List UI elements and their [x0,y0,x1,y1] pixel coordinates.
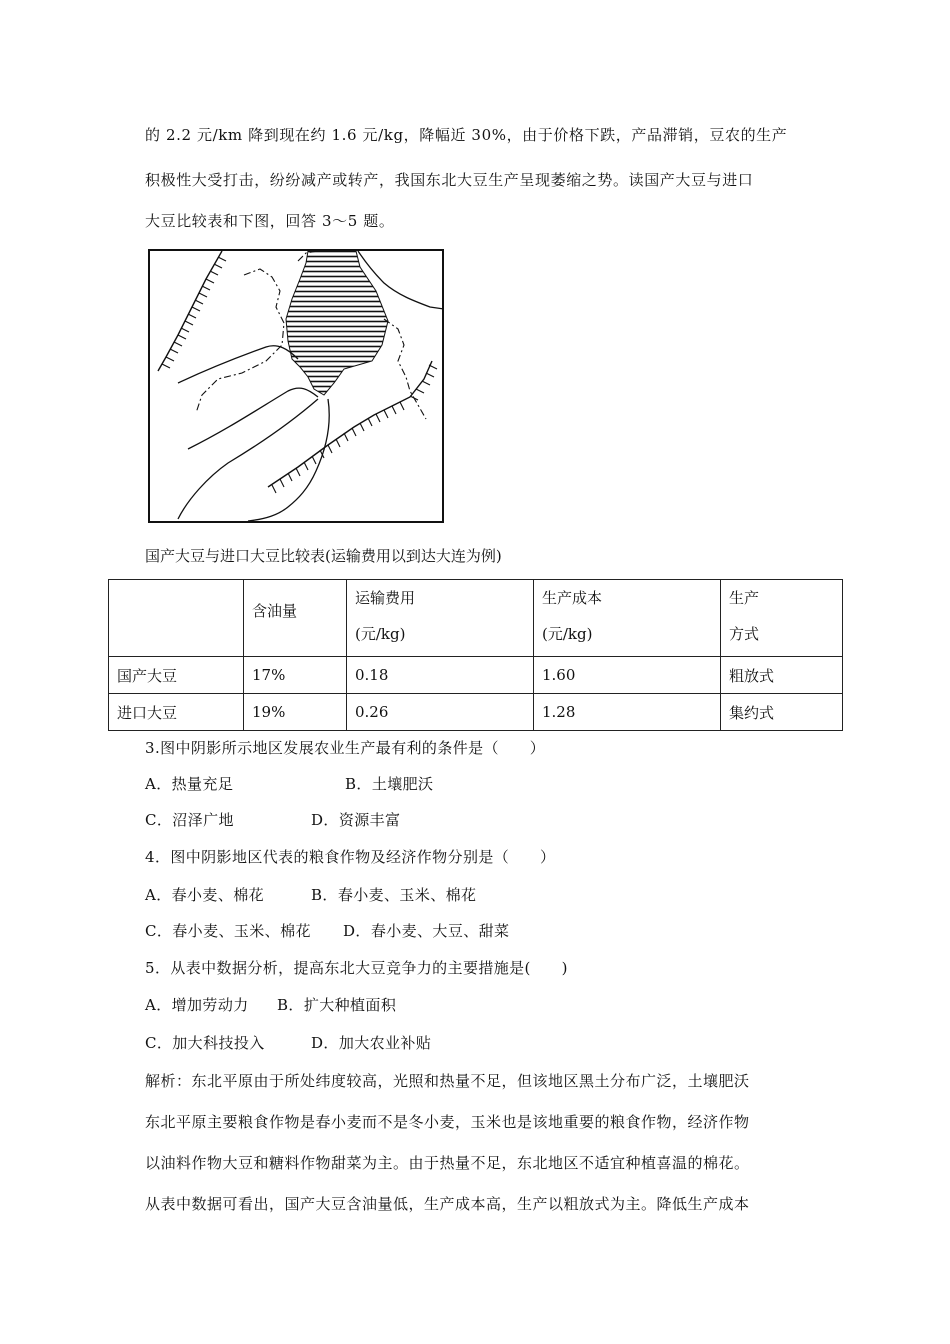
header-transport [347,580,534,657]
analysis-line-3: 以油料作物大豆和糖料作物甜菜为主。由于热量不足，东北地区不适宜种植喜温的棉花。 [145,1154,750,1172]
question-5-option-b: B．扩大种植面积 [277,996,397,1014]
row-name: 国产大豆 [109,657,244,694]
northeast-china-map [148,249,444,523]
row-transport: 0.18 [347,657,534,694]
analysis-line-4: 从表中数据可看出，国产大豆含油量低，生产成本高，生产以粗放式为主。降低生产成本 [145,1195,750,1213]
question-4-option-b: B．春小麦、玉米、棉花 [311,886,477,904]
question-3-option-b: B．土壤肥沃 [345,775,434,793]
question-4-option-a: A．春小麦、棉花 [145,886,265,904]
question-5-option-d: D．加大农业补贴 [311,1034,432,1052]
row-transport: 0.26 [347,694,534,731]
row-mode: 粗放式 [721,657,843,694]
intro-line-3: 大豆比较表和下图，回答 3～5 题。 [145,212,395,230]
question-3-stem: 3.图中阴影所示地区发展农业生产最有利的条件是（ ） [145,739,546,757]
question-3-option-d: D．资源丰富 [311,811,401,829]
question-5-option-c: C．加大科技投入 [145,1034,265,1052]
question-4-option-d: D．春小麦、大豆、甜菜 [343,922,510,940]
header-mode-line1: 生产 [729,589,760,607]
header-transport-line1: 运输费用 [355,589,416,607]
row-mode: 集约式 [721,694,843,731]
table-caption: 国产大豆与进口大豆比较表(运输费用以到达大连为例) [145,547,502,565]
intro-line-1: 的 2.2 元/km 降到现在约 1.6 元/kg，降幅近 30%，由于价格下跌，产品滞销，豆农的生产 [145,126,788,144]
intro-line-2: 积极性大受打击，纷纷减产或转产，我国东北大豆生产呈现萎缩之势。读国产大豆与进口 [145,171,754,189]
row-name: 进口大豆 [109,694,244,731]
header-mode-line2: 方式 [729,625,760,643]
table-row [109,657,843,694]
analysis-line-2: 东北平原主要粮食作物是春小麦而不是冬小麦，玉米也是该地重要的粮食作物，经济作物 [145,1113,750,1131]
question-4-option-c: C．春小麦、玉米、棉花 [145,922,311,940]
row-cost: 1.60 [534,657,721,694]
row-oil: 19% [244,694,347,731]
table-row [109,694,843,731]
question-3-option-c: C．沼泽广地 [145,811,234,829]
header-transport-line2: (元/kg) [355,625,406,643]
analysis-line-1: 解析：东北平原由于所处纬度较高，光照和热量不足，但该地区黑土分布广泛，土壤肥沃 [145,1072,750,1090]
row-cost: 1.28 [534,694,721,731]
header-blank-cell [109,580,244,657]
question-4-stem: 4．图中阴影地区代表的粮食作物及经济作物分别是（ ） [145,848,556,866]
header-oil: 含油量 [244,580,347,657]
header-cost-line2: (元/kg) [542,625,593,643]
question-5-stem: 5．从表中数据分析，提高东北大豆竞争力的主要措施是( ) [145,959,568,977]
soybean-comparison-table [108,579,843,731]
header-mode [721,580,843,657]
row-oil: 17% [244,657,347,694]
header-cost-line1: 生产成本 [542,589,603,607]
question-3-option-a: A．热量充足 [145,775,234,793]
question-5-option-a: A．增加劳动力 [145,996,249,1014]
header-cost [534,580,721,657]
table-header-row [109,580,843,657]
